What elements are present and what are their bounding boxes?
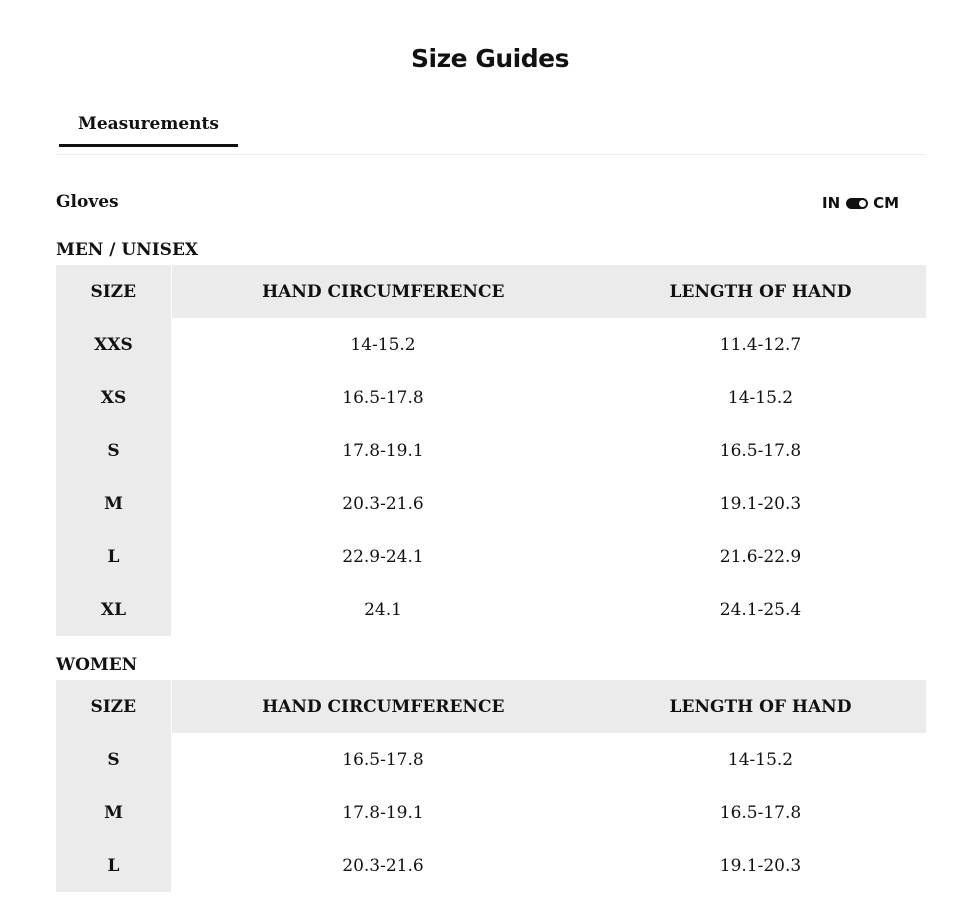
table-row [56, 530, 926, 583]
table-row [56, 583, 926, 636]
product-name: Gloves [56, 192, 119, 212]
hand-circumference-column-header: HAND CIRCUMFERENCE [171, 265, 595, 318]
hand-circumference-cell: 24.1 [171, 583, 595, 636]
table-header-row [56, 265, 926, 318]
length-of-hand-column-header: LENGTH OF HAND [595, 680, 926, 733]
hand-circumference-cell: 20.3-21.6 [171, 839, 595, 892]
size-table-men [56, 265, 926, 636]
hand-circumference-cell: 14-15.2 [171, 318, 595, 371]
table-row [56, 318, 926, 371]
table-row [56, 786, 926, 839]
unit-label-in[interactable]: IN [822, 194, 841, 212]
table-row [56, 424, 926, 477]
hand-circumference-cell: 16.5-17.8 [171, 733, 595, 786]
hand-circumference-cell: 17.8-19.1 [171, 786, 595, 839]
table-row [56, 371, 926, 424]
table-row [56, 839, 926, 892]
unit-switch[interactable] [846, 198, 868, 209]
section-title-men: MEN / UNISEX [56, 240, 199, 260]
length-of-hand-cell: 16.5-17.8 [595, 424, 926, 477]
tab-bar [56, 103, 926, 155]
size-column-header: SIZE [56, 680, 171, 733]
tab-measurements[interactable]: Measurements [59, 103, 238, 147]
size-cell: S [56, 424, 171, 477]
table-row [56, 733, 926, 786]
hand-circumference-column-header: HAND CIRCUMFERENCE [171, 680, 595, 733]
hand-circumference-cell: 17.8-19.1 [171, 424, 595, 477]
hand-circumference-cell: 16.5-17.8 [171, 371, 595, 424]
length-of-hand-cell: 19.1-20.3 [595, 839, 926, 892]
size-cell: XXS [56, 318, 171, 371]
length-of-hand-cell: 14-15.2 [595, 733, 926, 786]
page-title: Size Guides [411, 44, 569, 73]
size-table-women [56, 680, 926, 892]
unit-toggle[interactable] [822, 192, 899, 214]
table-row [56, 477, 926, 530]
length-of-hand-cell: 24.1-25.4 [595, 583, 926, 636]
switch-knob-icon [859, 200, 866, 207]
length-of-hand-cell: 19.1-20.3 [595, 477, 926, 530]
size-cell: M [56, 786, 171, 839]
size-cell: S [56, 733, 171, 786]
length-of-hand-cell: 11.4-12.7 [595, 318, 926, 371]
length-of-hand-cell: 14-15.2 [595, 371, 926, 424]
section-title-women: WOMEN [56, 655, 138, 675]
table-header-row [56, 680, 926, 733]
size-cell: XS [56, 371, 171, 424]
size-cell: L [56, 530, 171, 583]
length-of-hand-column-header: LENGTH OF HAND [595, 265, 926, 318]
length-of-hand-cell: 21.6-22.9 [595, 530, 926, 583]
hand-circumference-cell: 20.3-21.6 [171, 477, 595, 530]
size-cell: XL [56, 583, 171, 636]
unit-label-cm[interactable]: CM [873, 194, 900, 212]
size-column-header: SIZE [56, 265, 171, 318]
size-cell: L [56, 839, 171, 892]
hand-circumference-cell: 22.9-24.1 [171, 530, 595, 583]
size-cell: M [56, 477, 171, 530]
length-of-hand-cell: 16.5-17.8 [595, 786, 926, 839]
